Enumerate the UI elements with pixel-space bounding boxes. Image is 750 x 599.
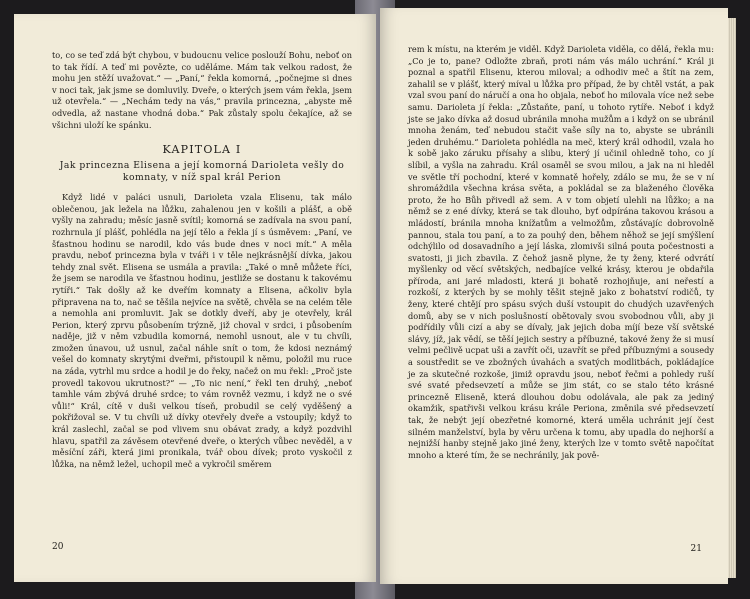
intro-paragraph: to, co se teď zdá být chybou, v budoucnu velice poslouží Bohu, neboť on to tak řídí. A teď mi povězte, co uděláme. Mám tak velkou radost, že mohu jen stěží uvažovat.“ — „Paní,“ řekla komorná, „počnejme si dnes v noci tak, jak jsme se domluvily. Dveře, o kterých jsem vám řekla, jsem už otevřela.“ — „Nechám tedy na vás,“ pravila princezna, „abyste mě odvedla, až nastane vhodná doba.“ Pak zůstaly spolu čekajíce, až se všichni uloží ke spánku.: [52, 50, 352, 130]
left-page: [14, 14, 376, 582]
right-page: [380, 8, 728, 584]
page-number-left: 20: [52, 542, 64, 552]
continued-paragraph: rem k místu, na kterém je viděl. Když Darioleta viděla, co dělá, řekla mu: „Co je to, pane? Odložte zbraň, proti nám vás málo uchrání.“ Král ji poznal a spatřil Elisenu, kterou miloval; a odhodiv meč a štít na zem, zahalil se v plášť, který míval u lůžka pro případ, že by chtěl vstát, a pak vzal svou paní do náručí a ona ho objala, neboť ho milovala více než sebe samu. Darioleta jí řekla: „Zůstaňte, paní, u tohoto rytíře. Neboť i když jste se jako dívka až dosud ubránila mnoha mužům a i když on se ubránil mnoha ženám, teď nebudou stačit vaše síly na to, abyste se ubránili jeden druhému.“ Darioleta pohlédla na meč, který král odhodil, vzala ho k sobě jako záruku přísahy a slibu, který jí učinil ohledně toho, co jí slíbil, a vyšla na zahradu. Král osaměl se svou milou, a jak na ni hleděl ve světle tří pochodní, které v komnatě hořely, zdálo se mu, že se v ní shromáždila všechna krása světa, a pokládal se za blaženého člověka proto, že ho Bůh přivedl až sem. A v tom objetí ulehli na lůžko; a na němž se z ené dívky, která se tak dlouho, byť odpírána takovou krásou a mládostí, bránila mnoha knížatům a velmožům, zůstávajíc dobrovolně pannou, stala tou paní, a to za pouhý den, během něhož se její smýšlení odchýlilo od dosavadního a její láska, zlomivši silná pouta počestnosti a svatosti, ji jich zbavila. Z čehož jasně plyne, že ty ženy, které odvrátí myšlenky od věcí světských, nedbajíce velké krásy, kterou je obdařila příroda, ani jaré mladosti, která ji bohatě rozhojňuje, ani neřestí a rozkoší, z kterých by se mohly těšit stejně jako z bohatství rodičů, ty ženy, které chtějí pro spásu svých duší vstoupit do chudých uzavřených domů, aby se v nich poslušností obětovaly svou svobodnou vůli, aby ji podřídily vůli cizí a aby se dívaly, jak jejich doba míjí beze vší světské slávy, jíž, jak vědí, se těší jejich sestry a příbuzné, takové ženy že si musí velmi pečlivě ucpat uši a zavřít oči, uzavřít se před příbuznými a sousedy a soustředit se ve zbožných úvahách a svatých modlitbách, pokládajíce je za skutečné rozkoše, jimiž opravdu jsou, neboť řečmi a pohledy ruší své svaté předsevzetí a může se jim stát, co se stalo této krásné princezně Eliseně, která dlouhou dobu odolávala, ale pak za jediný okamžik, spatřivši velkou krásu krále Periona, změnila své předsevzetí tak, že nebýt její obezřetné komorné, která uměla uchránit její čest silném manželství, byla by věru určena k tomu, aby upadla do nejhorší a nejnižší hanby stejně jako jiné ženy, kterých lze v tomto světě napočítat mnoho a které tím, že se nechránily, jak pově-: [408, 44, 714, 460]
chapter-body-paragraph: Když lidé v paláci usnuli, Darioleta vzala Elisenu, tak málo oblečenou, jak ležela na lůžku, zahalenou jen v košili a plášť, a obě vyšly na zahradu; měsíc jasně svítil; komorná se zadívala na svou paní, rozhrnula jí plášť, pohlédla na její tělo a řekla jí s úsměvem: „Paní, ve šťastnou hodinu se narodil, kdo vás bude dnes v noci mít.“ A měla pravdu, neboť princezna byla v tváři i v těle nejkrásnější dívka, jakou tehdy znal svět. Elisena se usmála a pravila: „Také o mně můžete říci, že jsem se narodila ve šťastnou hodinu, jestliže se dostanu k takovému rytíři.“ Tak došly až ke dveřím komnaty a Elisena, ačkoliv byla připravena na to, nač se těšila nejvíce na světě, chvěla se na celém těle a nemohla ani promluvit. Jak se dotkly dveří, aby je otevřely, král Perion, který zprvu působením trýzně, již choval v srdci, i působením naděje, již v něm vzbudila komorná, nemohl usnout, ale v tu chvíli, zmožen únavou, už usnul, začal náhle snít o tom, že kdosi neznámý vešel do komnaty skrytými dveřmi, přistoupil k němu, položil mu ruce na záda, vytrhl mu srdce a hodil je do řeky, načež on mu řekl: „Proč jste provedl takovou ukrutnost?“ — „To nic není,“ řekl ten druhý, „neboť tamhle vám zbývá druhé srdce; to vám rovněž vezmu, i když ne o své vůli!“ Král, cítě v duši velkou tíseň, probudil se celý vyděšený a pokřižoval se. V tu chvíli už dívky otevřely dveře a vstoupily; když to král zaslechl, začal se pod vlivem snu obávat zrady, a když pozdvihl hlavu, spatřil za závěsem otevřené dveře, o kterých vůbec nevěděl, a v měsíční záři, která jimi pronikala, tvář obou dívek; proto vyskočil z lůžka, na němž ležel, uchopil meč a vykročil směrem: [52, 192, 353, 469]
right-page-text: [408, 44, 714, 461]
left-page-text: [52, 50, 352, 470]
chapter-title: KAPITOLA I: [162, 143, 242, 157]
page-number-right: 21: [690, 544, 702, 554]
chapter-subtitle: Jak princezna Elisena a její komorná Darioleta vešly do komnaty, v níž spal král Perion: [59, 160, 345, 184]
